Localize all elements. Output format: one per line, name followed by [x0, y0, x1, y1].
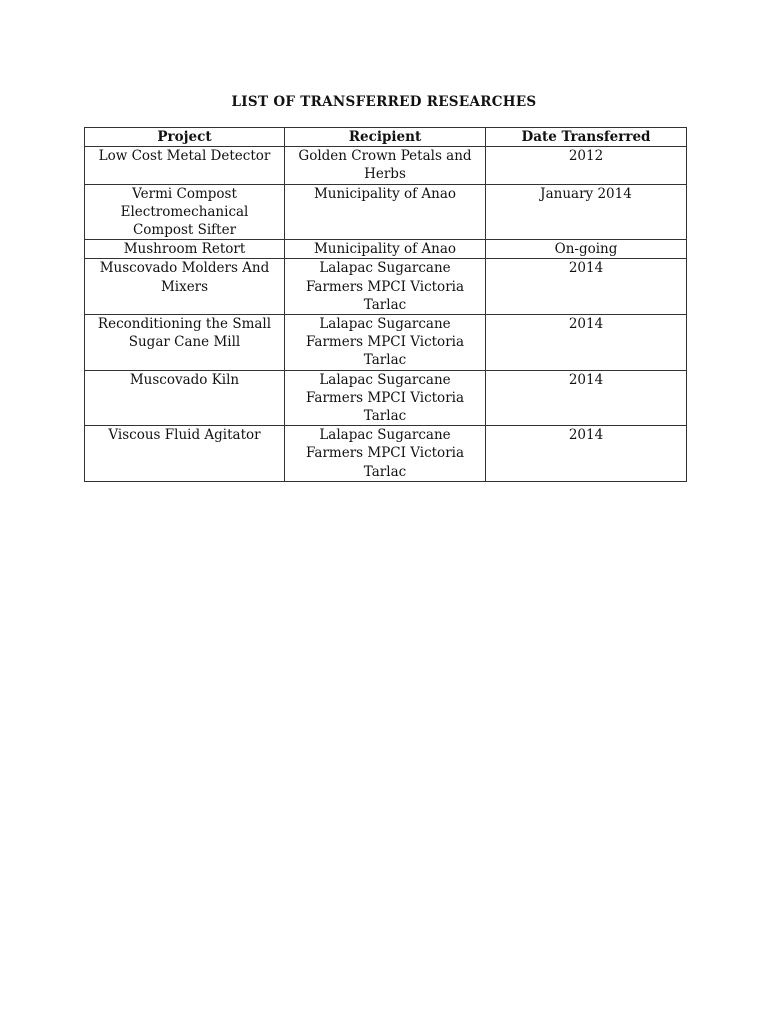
table-row — [85, 315, 687, 371]
table-row — [85, 370, 687, 426]
recipient-cell: Lalapac Sugarcane Farmers MPCI Victoria Tarlac — [285, 370, 486, 426]
date-transferred-cell: 2012 — [486, 147, 687, 184]
date-transferred-cell: On-going — [486, 240, 687, 259]
column-header-project: Project — [85, 128, 285, 147]
page-title: LIST OF TRANSFERRED RESEARCHES — [231, 94, 537, 110]
recipient-cell: Municipality of Anao — [285, 184, 486, 240]
project-cell: Mushroom Retort — [85, 240, 285, 259]
date-transferred-cell: 2014 — [486, 370, 687, 426]
table-row — [85, 184, 687, 240]
date-transferred-cell: 2014 — [486, 259, 687, 315]
project-cell: Viscous Fluid Agitator — [85, 426, 285, 482]
project-cell: Muscovado Molders And Mixers — [85, 259, 285, 315]
project-cell: Vermi Compost Electromechanical Compost Sifter — [85, 184, 285, 240]
recipient-cell: Municipality of Anao — [285, 240, 486, 259]
date-transferred-cell: 2014 — [486, 426, 687, 482]
column-header-date-transferred: Date Transferred — [486, 128, 687, 147]
table-row — [85, 147, 687, 184]
recipient-cell: Lalapac Sugarcane Farmers MPCI Victoria Tarlac — [285, 259, 486, 315]
recipient-cell: Golden Crown Petals and Herbs — [285, 147, 486, 184]
recipient-cell: Lalapac Sugarcane Farmers MPCI Victoria Tarlac — [285, 315, 486, 371]
table-row — [85, 259, 687, 315]
date-transferred-cell: 2014 — [486, 315, 687, 371]
column-header-recipient: Recipient — [285, 128, 486, 147]
project-cell: Low Cost Metal Detector — [85, 147, 285, 184]
table-header-row — [85, 128, 687, 147]
table-row — [85, 426, 687, 482]
project-cell: Reconditioning the Small Sugar Cane Mill — [85, 315, 285, 371]
transferred-researches-table — [84, 127, 687, 482]
recipient-cell: Lalapac Sugarcane Farmers MPCI Victoria Tarlac — [285, 426, 486, 482]
project-cell: Muscovado Kiln — [85, 370, 285, 426]
date-transferred-cell: January 2014 — [486, 184, 687, 240]
table-row — [85, 240, 687, 259]
